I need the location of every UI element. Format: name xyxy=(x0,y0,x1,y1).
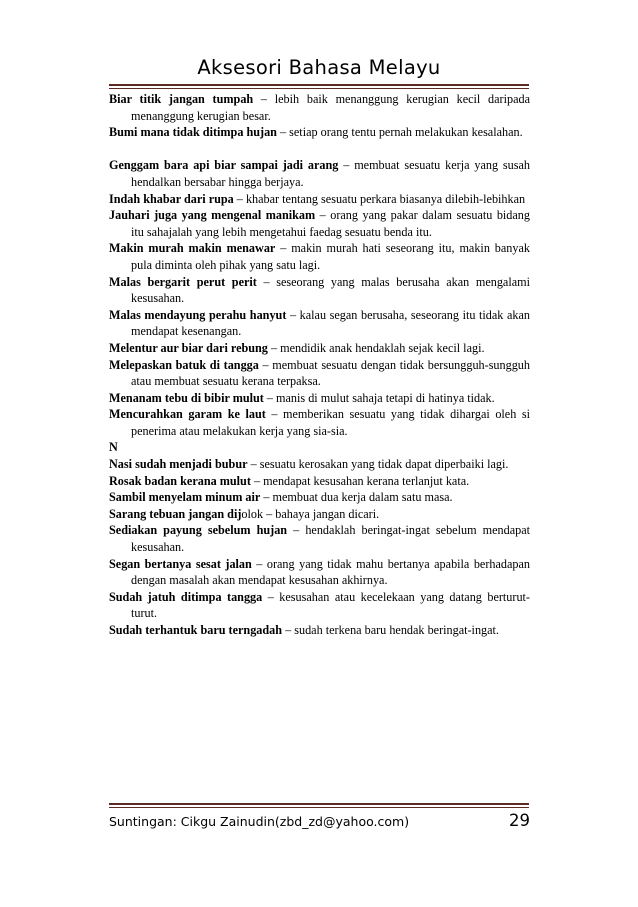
proverb-definition: – seseorang yang malas berusaha akan mengalami kesusahan. xyxy=(131,274,531,306)
page-number: 29 xyxy=(509,811,530,830)
proverb-term: Indah khabar dari rupa xyxy=(109,191,234,206)
proverb-definition: olok – bahaya jangan dicari. xyxy=(241,506,380,521)
proverb-term: Makin murah makin menawar xyxy=(109,241,276,256)
proverb-definition: – sudah terkena baru hendak beringat-ingat. xyxy=(282,623,499,637)
proverb-definition: – memberikan sesuatu yang tidak dihargai oleh si penerima atau melakukan kerja yang sia-sia. xyxy=(131,407,530,438)
proverb-term: Sudah terhantuk baru terngadah xyxy=(109,623,283,637)
proverb-term: Mencurahkan garam ke laut xyxy=(109,407,266,422)
proverb-entry xyxy=(109,307,530,340)
proverb-definition: – setiap orang tentu pernah melakukan kesalahan. xyxy=(276,125,523,140)
header-rule-thick xyxy=(109,84,529,86)
footer-credit: Suntingan: Cikgu Zainudin(zbd_zd@yahoo.com) xyxy=(109,814,410,829)
proverb-list xyxy=(109,91,530,639)
proverb-entry xyxy=(109,622,530,639)
proverb-definition: – kesusahan atau kecelekaan yang datang berturut-turut. xyxy=(131,589,530,621)
proverb-term: Nasi sudah menjadi bubur xyxy=(109,457,248,472)
proverb-entry xyxy=(109,390,530,407)
proverb-entry xyxy=(109,340,530,357)
proverb-definition: – orang yang tidak mahu bertanya apabila berhadapan dengan masalah akan mendapat kesusahan akhirnya. xyxy=(131,556,530,588)
proverb-definition: – khabar tentang sesuatu perkara biasanya dilebih-lebihkan xyxy=(233,191,526,206)
proverb-term: Malas bergarit perut perit xyxy=(109,274,257,289)
proverb-definition: – membuat sesuatu dengan tidak bersungguh-sungguh atau membuat sesuatu kerana terpaksa. xyxy=(131,357,530,389)
page-header-title: Aksesori Bahasa Melayu xyxy=(197,56,441,79)
proverb-term: Jauhari juga yang mengenal manikam xyxy=(109,208,316,223)
proverb-definition: – orang yang pakar dalam sesuatu bidang itu sahajalah yang lebih mengetahui faedag sesuatu benda itu. xyxy=(131,208,530,239)
proverb-entry xyxy=(109,506,530,523)
proverb-definition: – manis di mulut sahaja tetapi di hatinya tidak. xyxy=(263,390,495,405)
proverb-entry xyxy=(109,473,530,490)
proverb-term: Menanam tebu di bibir mulut xyxy=(109,390,264,405)
proverb-definition: – sesuatu kerosakan yang tidak dapat diperbaiki lagi. xyxy=(247,457,509,472)
proverb-definition: – hendaklah beringat-ingat sebelum mendapat kesusahan. xyxy=(131,523,531,555)
proverb-entry xyxy=(109,191,530,208)
footer-rule-thin xyxy=(109,807,529,808)
proverb-entry xyxy=(109,274,530,307)
section-gap xyxy=(109,141,530,158)
proverb-entry xyxy=(109,207,530,240)
proverb-term: Rosak badan kerana mulut xyxy=(109,473,251,488)
proverb-term: Melepaskan batuk di tangga xyxy=(109,357,259,372)
proverb-term: Biar titik jangan tumpah xyxy=(109,92,254,106)
proverb-term: Bumi mana tidak ditimpa hujan xyxy=(109,125,277,140)
proverb-entry xyxy=(109,357,530,390)
header-rule-thin xyxy=(109,88,529,89)
proverb-definition: – lebih baik menanggung kerugian kecil daripada menanggung kerugian besar. xyxy=(131,92,530,123)
proverb-definition: – makin murah hati seseorang itu, makin banyak pula diminta oleh pihak yang satu lagi. xyxy=(131,241,530,272)
proverb-term: Sudah jatuh ditimpa tangga xyxy=(109,589,263,604)
proverb-entry xyxy=(109,157,530,190)
proverb-entry xyxy=(109,91,530,124)
proverb-entry xyxy=(109,589,530,622)
proverb-entry xyxy=(109,489,530,506)
proverb-definition: – membuat sesuatu kerja yang susah hendalkan bersabar hingga berjaya. xyxy=(131,158,530,189)
proverb-entry xyxy=(109,240,530,273)
proverb-term: Sediakan payung sebelum hujan xyxy=(109,523,288,538)
proverb-definition: – mendapat kesusahan kerana terlanjut kata. xyxy=(250,473,470,488)
proverb-definition: – membuat dua kerja dalam satu masa. xyxy=(260,490,453,505)
proverb-definition: – mendidik anak hendaklah sejak kecil lagi. xyxy=(267,340,485,355)
proverb-entry xyxy=(109,522,530,555)
section-letter-heading: N xyxy=(109,440,118,455)
proverb-entry xyxy=(109,556,530,589)
proverb-term: Sambil menyelam minum air xyxy=(109,490,261,505)
proverb-term: Sarang tebuan jangan dij xyxy=(109,506,242,521)
proverb-term: Segan bertanya sesat jalan xyxy=(109,556,252,571)
proverb-term: Genggam bara api biar sampai jadi arang xyxy=(109,158,339,173)
proverb-definition: – kalau segan berusaha, seseorang itu tidak akan mendapat kesenangan. xyxy=(131,307,530,339)
proverb-entry xyxy=(109,456,530,473)
proverb-term: Malas mendayung perahu hanyut xyxy=(109,307,287,322)
proverb-entry xyxy=(109,124,530,141)
footer-rule-thick xyxy=(109,803,529,805)
proverb-entry xyxy=(109,406,530,439)
proverb-term: Melentur aur biar dari rebung xyxy=(109,340,268,355)
